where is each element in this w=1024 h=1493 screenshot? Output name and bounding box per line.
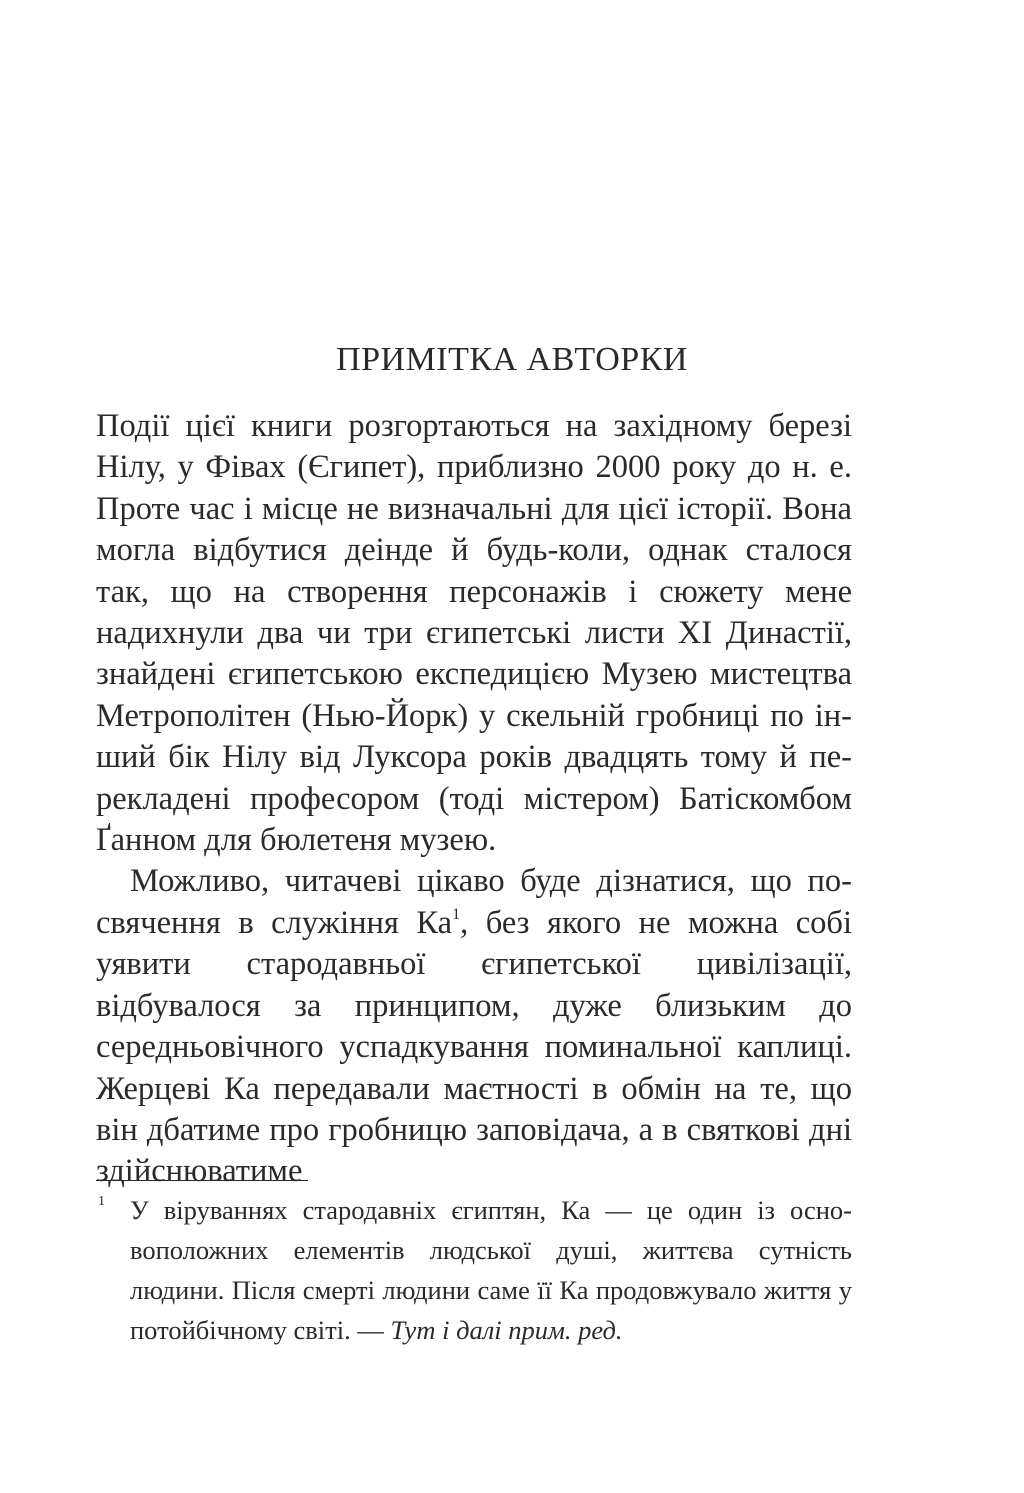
paragraph-2-start: Можливо, читачеві цікаво буде дізнатися, що посвячення в служіння Ка — [96, 863, 852, 941]
footnote-italic-note: Тут і далі прим. ред. — [390, 1315, 623, 1345]
paragraph-1: Події цієї книги розгортаються на західному березі Нілу, у Фівах (Єгипет), приблизно 2000 року до н. е. Проте час і місце не визначальні для цієї історії. Вона могла відбутися деінде й будь-коли, однак сталося так, що на створення персонажів і сюжету мене надихнули два чи три єгипетські листи XI Династії, знайдені єгипетською експедицією Музею мистецтва Метрополітен (Нью-Йорк) у скельній гробниці по інший бік Нілу від Луксора років двадцять тому й перекладені професором (тоді містером) Батіскомбом Ґанном для бюлетеня музею. — [96, 408, 852, 859]
paragraph-2 — [96, 861, 852, 1192]
footnote-number: 1 — [98, 1194, 105, 1209]
footnote-divider — [96, 1180, 308, 1181]
page-title: ПРИМІТКА АВТОРКИ — [336, 341, 688, 378]
paragraph-2-end: , без якого не можна собі уявити стародавньої єгипетської цивілізації, відбувалося за принципом, дуже близьким до середньовічного успадкування поминальної каплиці. Жерцеві Ка передавали маєтності в обмін на те, що він дбатиме про гробницю заповідача, а в святкові дні здійснюватиме — [96, 904, 852, 1190]
footnote — [96, 1190, 852, 1350]
footnote-reference: 1 — [452, 905, 461, 923]
footnote-body — [130, 1190, 852, 1350]
main-text — [96, 406, 852, 1193]
footnote-text: У віруваннях стародавніх єгиптян, Ка — це один із основоположних елементів людської душі, життєва сутність людини. Після смерті людини саме її Ка продовжувало життя у потойбічному світі. — — [130, 1195, 852, 1345]
